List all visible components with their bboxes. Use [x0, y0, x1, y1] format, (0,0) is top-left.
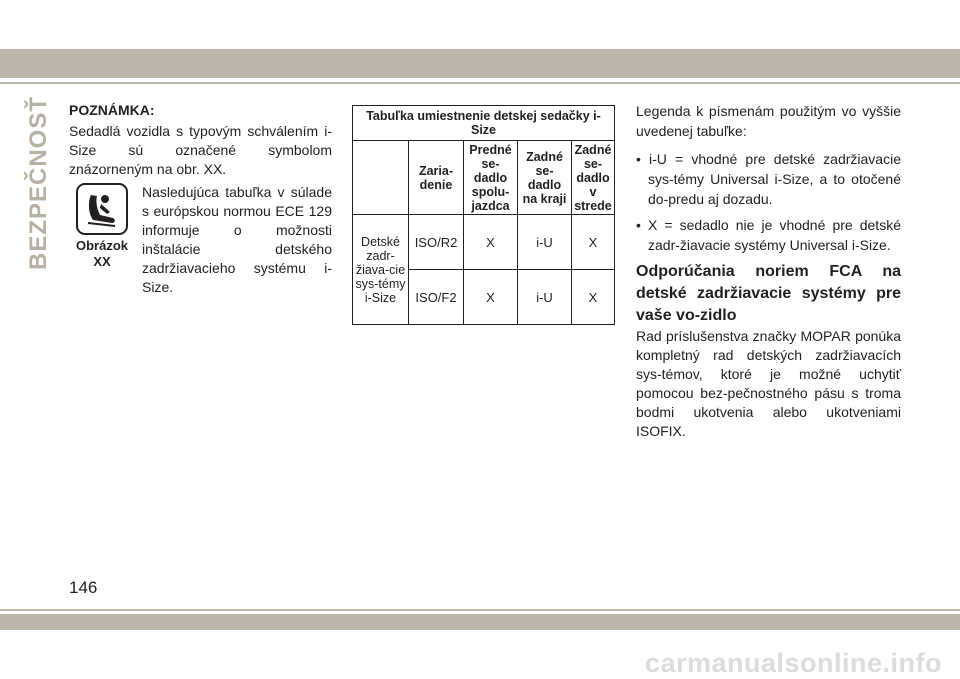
- table-cell-rear-center: X: [572, 215, 615, 270]
- watermark: carmanualsonline.info: [644, 648, 942, 678]
- recommendation-heading: Odporúčania noriem FCA na detské zadržiavacie systémy pre vaše vo-zidlo: [636, 263, 901, 324]
- table-row: [353, 215, 615, 270]
- child-seat-icon: [76, 183, 128, 235]
- figure: [69, 183, 135, 270]
- table-header-device: Zaria-denie: [409, 141, 464, 215]
- note-block: [69, 101, 332, 179]
- table-cell-device: ISO/F2: [409, 270, 464, 325]
- table-cell-front: X: [464, 215, 518, 270]
- legend-intro: Legenda k písmenám použitým vo vyššie uvedenej tabuľke:: [636, 103, 901, 139]
- legend-item: • i-U = vhodné pre detské zadržiavacie sys-témy Universal i-Size, a to otočené do-predu aj dozadu.: [636, 151, 901, 207]
- i-size-table: [352, 105, 615, 325]
- header-rule: [0, 82, 960, 84]
- footer-band: [0, 614, 960, 630]
- table-cell-rear-side: i-U: [518, 270, 572, 325]
- figure-label: Obrázok XX: [75, 238, 128, 269]
- child-seat-glyph: [82, 189, 122, 229]
- table-caption: Tabuľka umiestnenie detskej sedačky i-Size: [353, 106, 615, 141]
- header-band: [0, 49, 960, 78]
- table-header-rear-side: Zadné se-dadlo na kraji: [518, 141, 572, 215]
- table-row-group-label: Detské zadr-žiava-cie sys-témy i-Size: [353, 215, 409, 325]
- table-cell-rear-center: X: [572, 270, 615, 325]
- page-number: 146: [69, 578, 98, 597]
- footer-rule: [0, 609, 960, 611]
- section-tab-label: BEZPEČNOSŤ: [25, 95, 53, 270]
- table-header-front: Predné se-dadlo spolu-jazdca: [464, 141, 518, 215]
- table-cell-rear-side: i-U: [518, 215, 572, 270]
- recommendation-text: Rad príslušenstva značky MOPAR ponúka kompletný rad detských zadržiavacích sys-témov, ktoré je možné uchytiť pomocou bez-pečnostného pásu s troma bodmi ukotvenia alebo ukotveniami ISOFIX.: [636, 328, 901, 439]
- legend-block: [636, 101, 901, 441]
- note-title: POZNÁMKA:: [69, 102, 155, 118]
- legend-item: • X = sedadlo nie je vhodné pre detské zadr-žiavacie systémy Universal i-Size.: [636, 217, 901, 253]
- section-tab: [22, 95, 56, 270]
- table-header-empty: [353, 141, 409, 215]
- figure-text: Nasledujúca tabuľka v súlade s európskou normou ECE 129 informuje o možnosti inštalácie detského zadržiavacieho systému i-Size.: [142, 184, 332, 295]
- note-text: Sedadlá vozidla s typovým schválením i-Size sú označené symbolom znázorneným na obr. XX.: [69, 123, 332, 177]
- table-header-rear-center: Zadné se-dadlo v strede: [572, 141, 615, 215]
- table-cell-device: ISO/R2: [409, 215, 464, 270]
- table-cell-front: X: [464, 270, 518, 325]
